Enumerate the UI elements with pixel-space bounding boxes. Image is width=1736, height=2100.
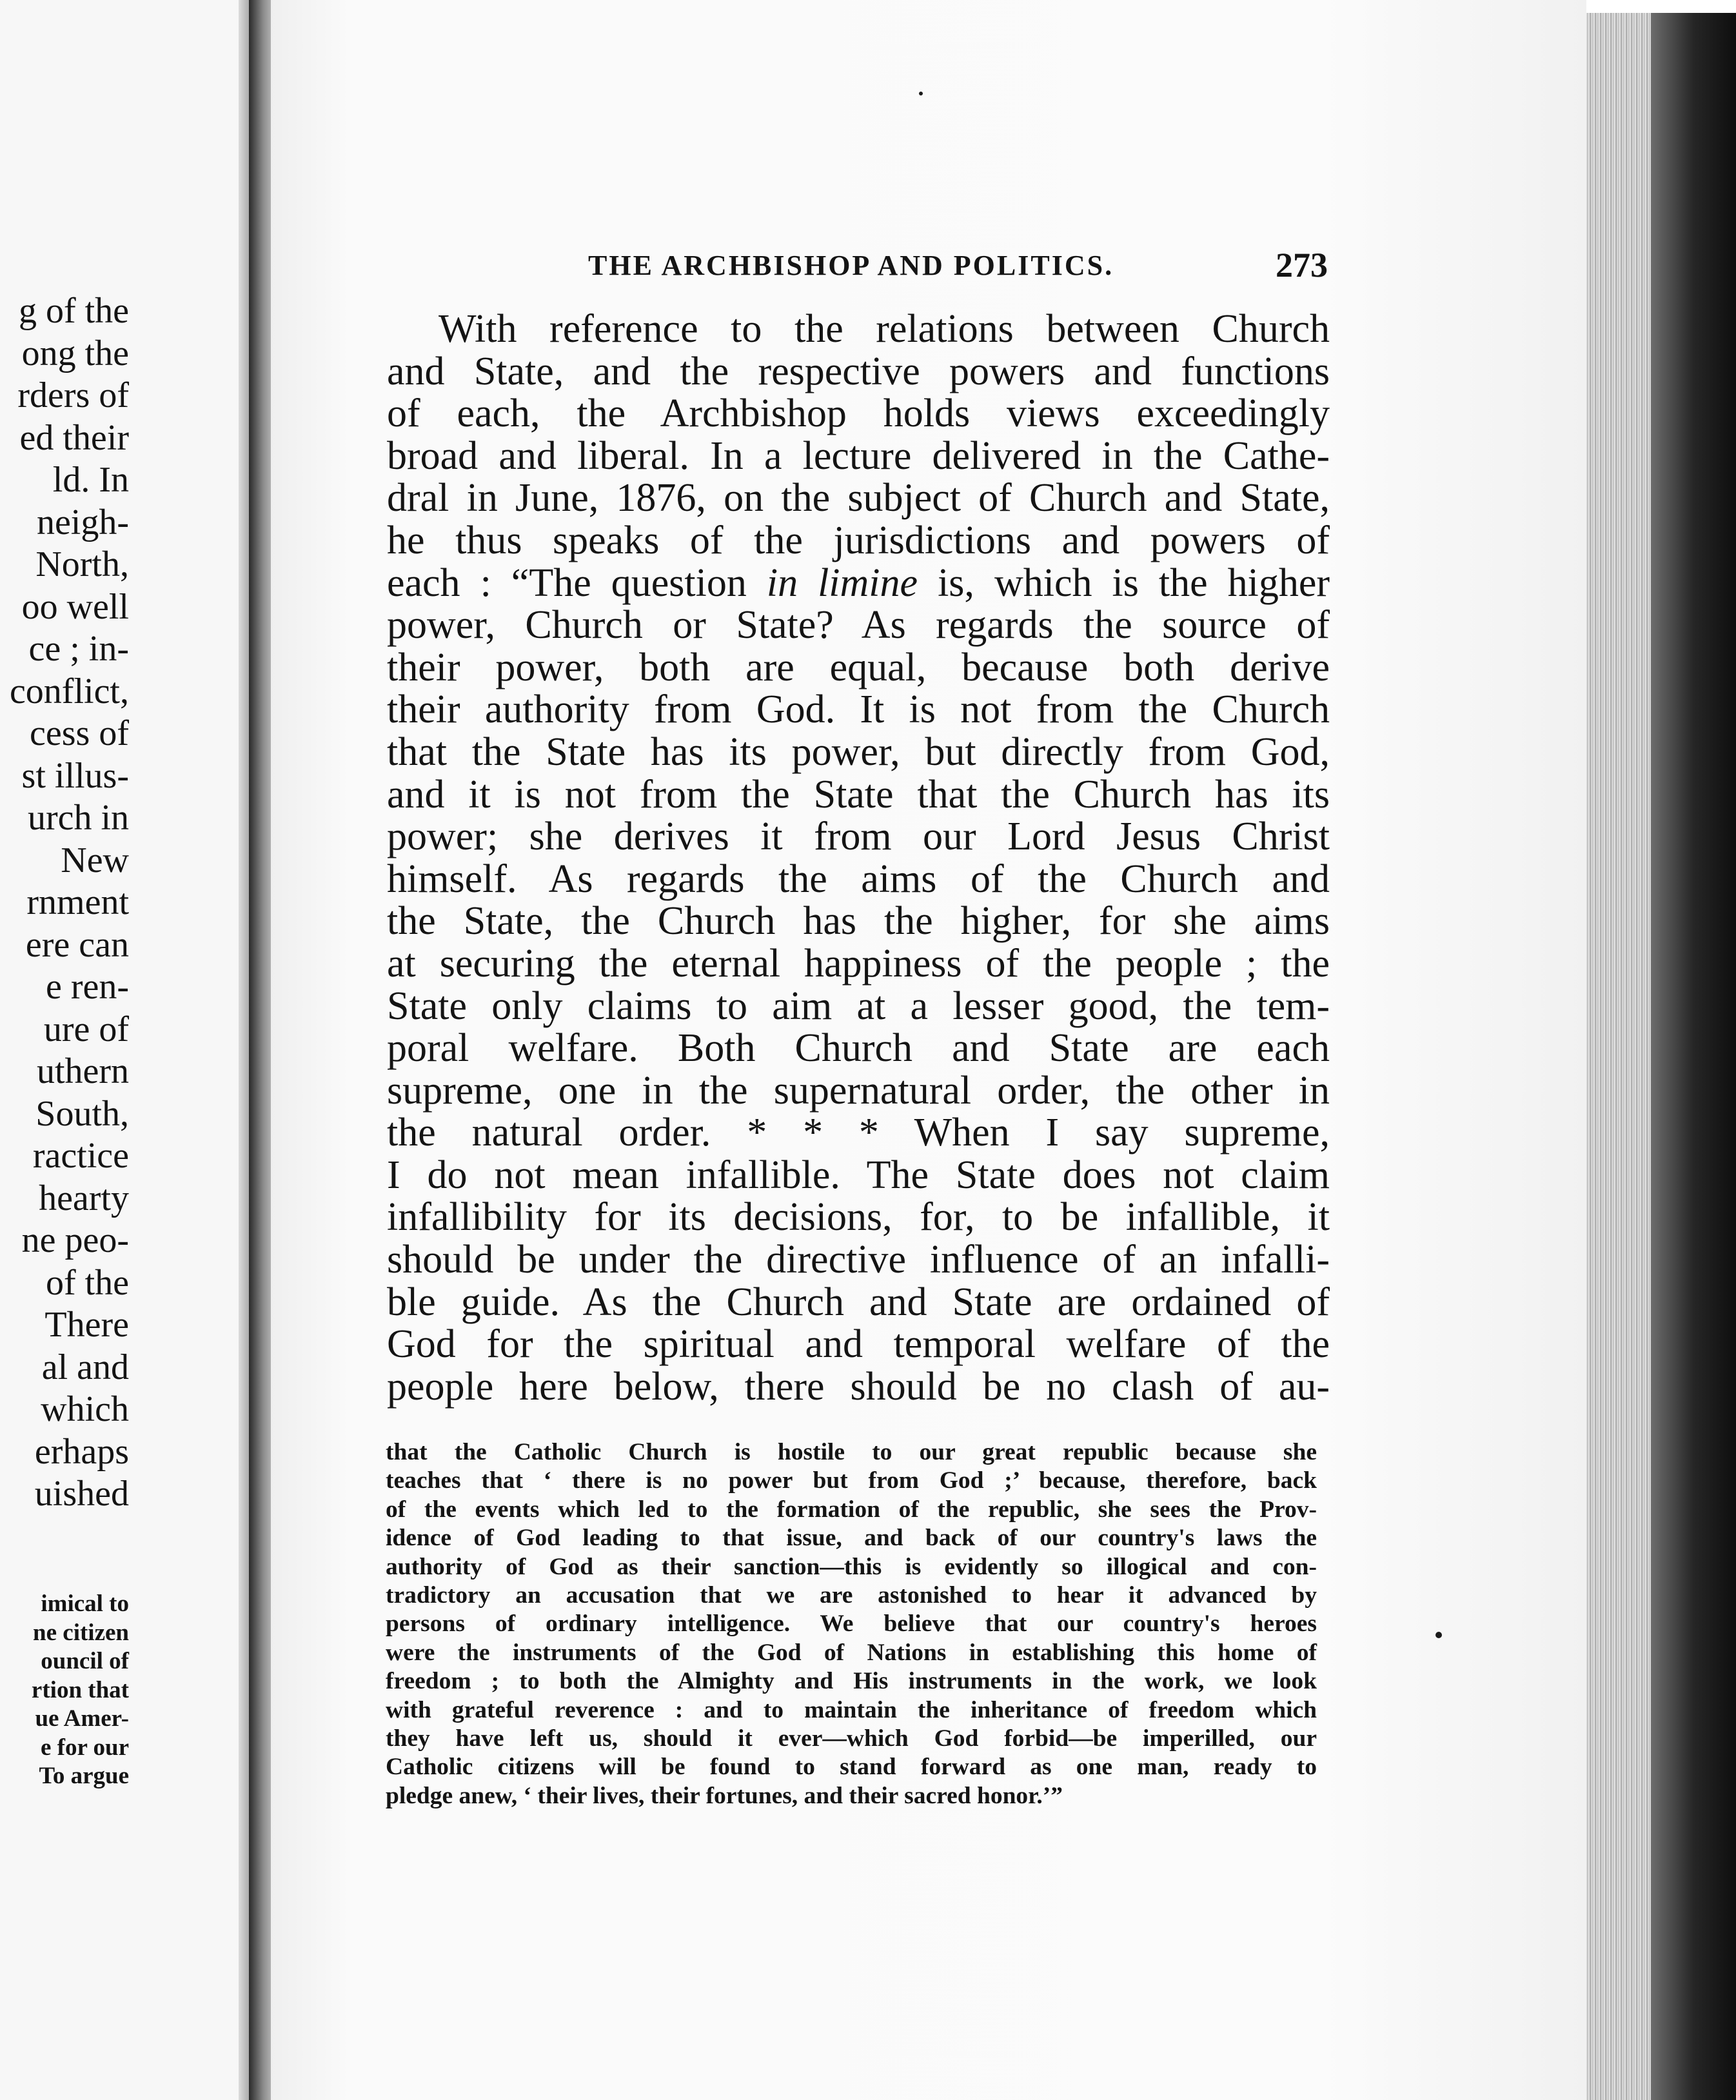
text-line: that the State has its power, but directly from God, <box>387 729 1330 774</box>
footnote-line: Catholic citizens will be found to stand forward as one man, ready to <box>386 1754 1317 1781</box>
facing-line: oo well <box>21 586 129 627</box>
facing-note-line: ue Amer- <box>35 1705 129 1732</box>
text-line: and it is not from the State that the Church has its <box>387 772 1330 817</box>
facing-line: uthern <box>36 1051 129 1091</box>
facing-note-line: e for our <box>41 1734 129 1761</box>
footnote-line: authority of God as their sanction—this is evidently so illogical and con- <box>386 1553 1317 1580</box>
facing-line: ld. In <box>52 460 129 500</box>
text-line: should be under the directive influence of an infalli- <box>387 1238 1330 1282</box>
facing-line: g of the <box>18 291 129 331</box>
facing-line: ong the <box>21 333 129 373</box>
text-line: of each, the Archbishop holds views exceedingly <box>387 391 1330 436</box>
facing-line: ere can <box>25 924 129 965</box>
facing-line: uished <box>34 1474 129 1514</box>
facing-line: erhaps <box>34 1431 129 1472</box>
body-paragraph <box>387 308 1330 1408</box>
facing-line: North, <box>35 544 129 584</box>
facing-line: ne peo- <box>21 1220 129 1260</box>
facing-line: of the <box>45 1262 129 1303</box>
text-line: he thus speaks of the jurisdictions and powers of <box>387 518 1330 562</box>
facing-line: conflict, <box>9 671 129 711</box>
facing-line: cess of <box>30 713 129 753</box>
text-line: poral welfare. Both Church and State are each <box>387 1026 1330 1071</box>
facing-line: al and <box>41 1347 129 1387</box>
text-line: power; she derives it from our Lord Jesus Christ <box>387 815 1330 859</box>
facing-page-footnote <box>0 1590 129 1791</box>
print-speck <box>1435 1632 1442 1638</box>
italic-phrase: in limine <box>766 560 918 605</box>
facing-line: ractice <box>32 1136 129 1176</box>
text-line: their authority from God. It is not from the Church <box>387 688 1330 732</box>
book-cover-edge <box>1651 13 1736 2100</box>
footnote-line: were the instruments of the God of Nations in establishing this home of <box>386 1639 1317 1666</box>
text-line: supreme, one in the supernatural order, the other in <box>387 1068 1330 1113</box>
text-line: the natural order. * * * When I say supreme, <box>387 1111 1330 1155</box>
text-line: himself. As regards the aims of the Church and <box>387 857 1330 901</box>
footnote <box>386 1438 1317 1810</box>
footnote-line: freedom ; to both the Almighty and His instruments in the work, we look <box>386 1668 1317 1695</box>
footnote-line: that the Catholic Church is hostile to our great republic because she <box>386 1439 1317 1465</box>
text-line-with-italic: each : “The question in limine is, which is the higher <box>387 560 1330 605</box>
facing-line: New <box>61 840 129 880</box>
page-number: 273 <box>1276 246 1328 284</box>
text-line: dral in June, 1876, on the subject of Church and State, <box>387 476 1330 520</box>
facing-note-line: ne citizen <box>33 1619 129 1646</box>
text-line: infallibility for its decisions, for, to be infallible, it <box>387 1195 1330 1240</box>
footnote-line: they have left us, should it ever—which God forbid—be imperilled, our <box>386 1725 1317 1752</box>
footnote-line: of the events which led to the formation of the republic, she sees the Prov- <box>386 1496 1317 1523</box>
facing-line: There <box>44 1305 129 1345</box>
footnote-line: idence of God leading to that issue, and back of our country's laws the <box>386 1525 1317 1552</box>
text-line: and State, and the respective powers and functions <box>387 349 1330 393</box>
text-line: their power, both are equal, because both derive <box>387 645 1330 689</box>
facing-note-line: ouncil of <box>41 1648 129 1674</box>
footnote-line: with grateful reverence : and to maintain the inheritance of freedom which <box>386 1696 1317 1723</box>
facing-line: rnment <box>26 882 129 922</box>
facing-line: hearty <box>39 1178 129 1218</box>
footnote-line: pledge anew, ‘ their lives, their fortunes, and their sacred honor.’” <box>386 1782 1063 1809</box>
footnote-line: teaches that ‘ there is no power but from God ;’ because, therefore, back <box>386 1467 1317 1494</box>
text-line: God for the spiritual and temporal welfare of the <box>387 1322 1330 1367</box>
text-line: I do not mean infallible. The State does not claim <box>387 1153 1330 1197</box>
facing-note-line: rtion that <box>31 1676 129 1703</box>
facing-line: ure of <box>43 1009 129 1049</box>
print-speck <box>919 92 923 95</box>
text-line: at securing the eternal happiness of the people ; the <box>387 941 1330 986</box>
text-line: power, Church or State? As regards the source of <box>387 603 1330 648</box>
running-head: THE ARCHBISHOP AND POLITICS. <box>588 250 1114 281</box>
footnote-line: persons of ordinary intelligence. We believe that our country's heroes <box>386 1610 1317 1638</box>
facing-note-line: To argue <box>39 1763 129 1789</box>
facing-line: South, <box>35 1093 129 1134</box>
facing-line: neigh- <box>36 502 129 542</box>
footnote-line: tradictory an accusation that we are astonished to hear it advanced by <box>386 1582 1317 1609</box>
facing-line: rders of <box>17 375 129 415</box>
text-line: the State, the Church has the higher, for she aims <box>387 899 1330 944</box>
text-line: State only claims to aim at a lesser good, the tem- <box>387 984 1330 1028</box>
text-line: ble guide. As the Church and State are ordained of <box>387 1280 1330 1324</box>
facing-line: which <box>41 1389 129 1429</box>
facing-line: e ren- <box>45 967 129 1007</box>
facing-page-text <box>0 290 129 1516</box>
facing-line: st illus- <box>21 755 129 796</box>
text-line: broad and liberal. In a lecture delivered in the Cathe- <box>387 433 1330 478</box>
facing-page-left <box>0 0 245 2100</box>
facing-line: ed their <box>19 417 129 458</box>
facing-note-line: imical to <box>41 1590 129 1617</box>
facing-line: urch in <box>27 798 129 838</box>
facing-line: ce ; in- <box>28 629 129 669</box>
text-line: With reference to the relations between Church <box>439 307 1330 351</box>
text-line: people here below, there should be no clash of au- <box>387 1364 1330 1409</box>
